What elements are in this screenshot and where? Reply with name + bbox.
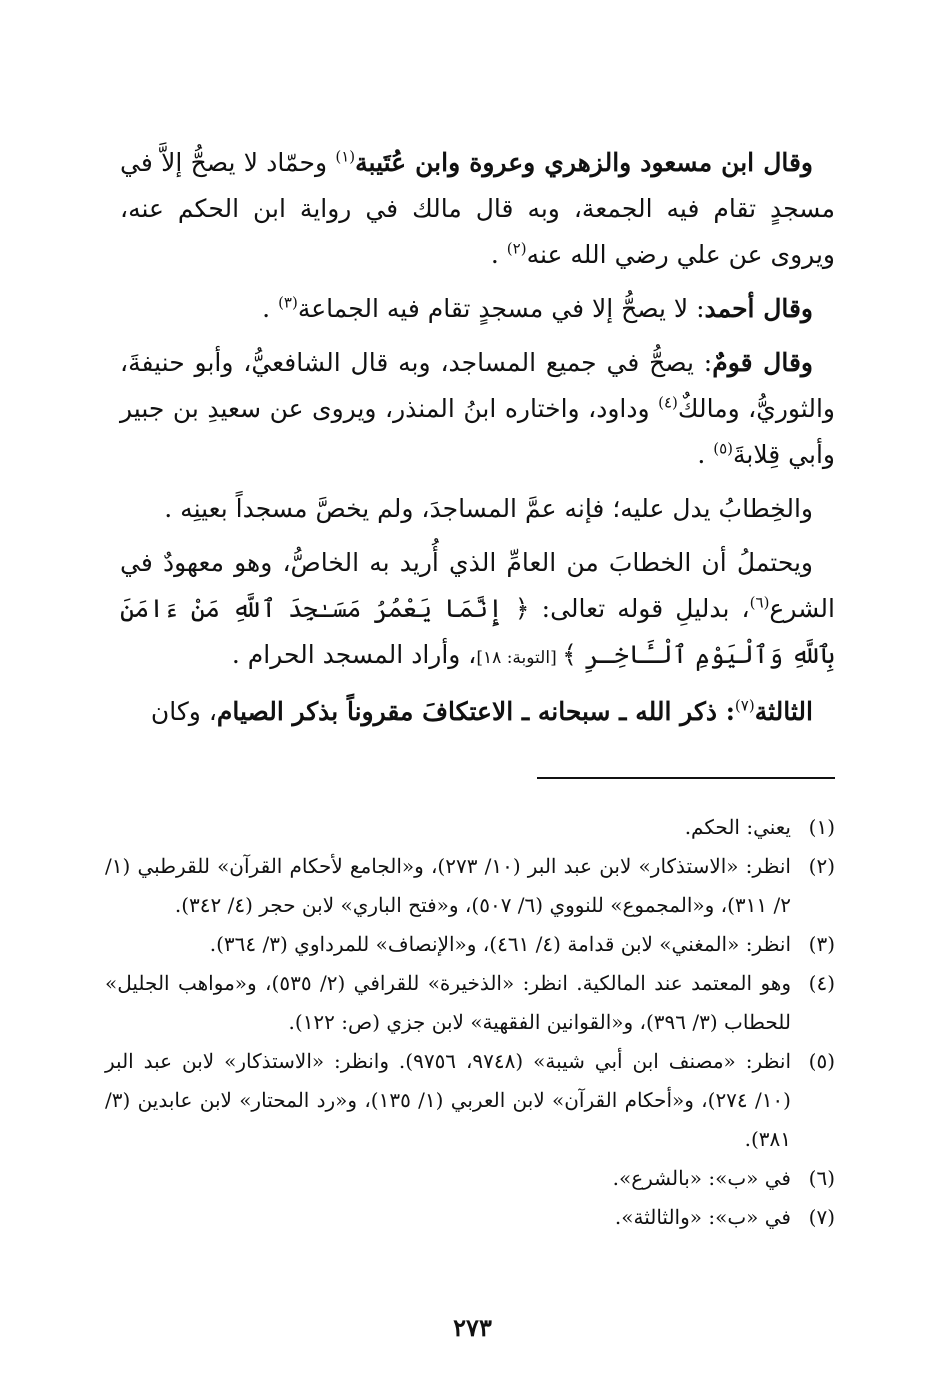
footnote-1: [105, 808, 835, 847]
paragraph-5: [120, 540, 835, 681]
footnote-ref-4: (٤): [658, 393, 678, 412]
paragraph-end: .: [490, 240, 507, 269]
section-heading: الثالثة: [754, 697, 813, 726]
footnote-text: انظر: «مصنف ابن أبي شيبة» (٩٧٤٨، ٩٧٥٦). وانظر: «الاستذكار» لابن عبد البر (١٠/ ٢٧٤)، و«أحكام القرآن» لابن العربي (١/ ١٣٥)، و«رد المحتار» لابن عابدين (٣/ ٣٨١).: [105, 1049, 792, 1151]
footnote-ref-7: (٧): [734, 696, 755, 715]
paragraph-2: [120, 286, 835, 332]
footnote-ref-3: (٣): [278, 293, 298, 312]
paragraph-lead: وقال أحمد: [704, 294, 813, 323]
footnote-text: وهو المعتمد عند المالكية. انظر: «الذخيرة» للقرافي (٢/ ٥٣٥)، و«مواهب الجليل» للحطاب (٣/ ٣٩٦)، و«القوانين الفقهية» لابن جزي (ص: ١٢٢).: [105, 971, 791, 1034]
verse-reference: [التوبة: ١٨]: [476, 648, 563, 668]
footnote-ref-1: (١): [335, 147, 356, 166]
footnote-divider: [537, 777, 835, 779]
paragraph-text: ، وأراد المسجد الحرام .: [231, 640, 477, 669]
paragraph-end: .: [697, 440, 714, 469]
footnote-ref-2: (٢): [506, 239, 527, 258]
footnote-text: انظر: «الاستذكار» لابن عبد البر (١٠/ ٢٧٣)، و«الجامع لأحكام القرآن» للقرطبي (١/ ٢/ ٣١١)، و«المجموع» للنووي (٦/ ٥٠٧)، و«فتح الباري» لابن حجر (٤/ ٣٤٢).: [105, 854, 791, 917]
paragraph-text: : يصحُّ في جميع المساجد، وبه قال الشافعيُّ، وأبو حنيفةَ، والثوريُّ، ومالكٌ: [120, 348, 835, 423]
footnote-number: (٢): [808, 854, 835, 878]
paragraph-end: .: [262, 294, 279, 323]
footnote-number: (٥): [808, 1049, 835, 1073]
footnote-ref-6: (٦): [749, 593, 770, 612]
footnote-2: [105, 847, 835, 925]
footnote-number: (١): [808, 815, 835, 839]
paragraph-4: [120, 486, 835, 532]
footnote-text: انظر: «المغني» لابن قدامة (٤/ ٤٦١)، و«الإنصاف» للمرداوي (٣/ ٣٦٤).: [209, 932, 791, 956]
paragraph-1: [120, 140, 835, 278]
quran-verse: ﴿ إِنَّمَا يَعْمُرُ مَسَـٰجِدَ ٱللَّهِ مَنْ ءَامَنَ بِٱللَّهِ وَٱلْيَوْمِ ٱلْـَٔاخِـرِ ﴾: [120, 594, 835, 669]
page-number: ٢٧٣: [453, 1313, 492, 1342]
main-text: [120, 140, 835, 741]
paragraph-lead: وقال ابن مسعود والزهري وعروة وابن عُتَيبة: [355, 148, 813, 177]
footnote-number: (٧): [808, 1205, 835, 1229]
paragraph-text: وداود، واختاره ابنُ المنذر، ويروى عن سعيدِ بن جبير وأبي قِلابةَ: [120, 394, 835, 469]
footnote-text: في «ب»: «بالشرع».: [612, 1166, 791, 1190]
footnote-6: [105, 1159, 835, 1198]
paragraph-text: والخِطابُ يدل عليه؛ فإنه عمَّ المساجدَ، ولم يخصَّ مسجداً بعينِه .: [164, 494, 813, 523]
footnote-number: (٤): [808, 971, 835, 995]
footnote-text: يعني: الحكم.: [684, 815, 791, 839]
footnote-5: [105, 1042, 835, 1159]
paragraph-3: [120, 340, 835, 478]
paragraph-text: ويحتملُ أن الخطابَ من العامِّ الذي أُريد به الخاصُّ، وهو معهودٌ في الشرع: [120, 548, 835, 623]
paragraph-6: [120, 689, 835, 735]
footnote-ref-5: (٥): [713, 439, 733, 458]
footnote-4: [105, 964, 835, 1042]
paragraph-text: : ذكر الله ـ سبحانه ـ الاعتكافَ مقروناً بذكر الصيام: [216, 697, 735, 726]
footnote-number: (٦): [808, 1166, 835, 1190]
footnote-7: [105, 1198, 835, 1237]
paragraph-text: : لا يصحُّ إلا في مسجدٍ تقام فيه الجماعة: [297, 294, 705, 323]
footnotes-list: [105, 808, 835, 1237]
paragraph-text: وحمّاد لا يصحُّ إلاَّ في مسجدٍ تقام فيه الجمعة، وبه قال مالك في رواية ابن الحكم عنه، ويروى عن علي رضي الله عنه: [120, 148, 835, 269]
footnote-number: (٣): [808, 932, 835, 956]
paragraph-lead: وقال قومٌ: [712, 348, 813, 377]
paragraph-text: ، بدليلِ قوله تعالى:: [529, 594, 750, 623]
footnote-text: في «ب»: «والثالثة».: [614, 1205, 791, 1229]
paragraph-text: ، وكان: [150, 697, 217, 726]
footnote-3: [105, 925, 835, 964]
